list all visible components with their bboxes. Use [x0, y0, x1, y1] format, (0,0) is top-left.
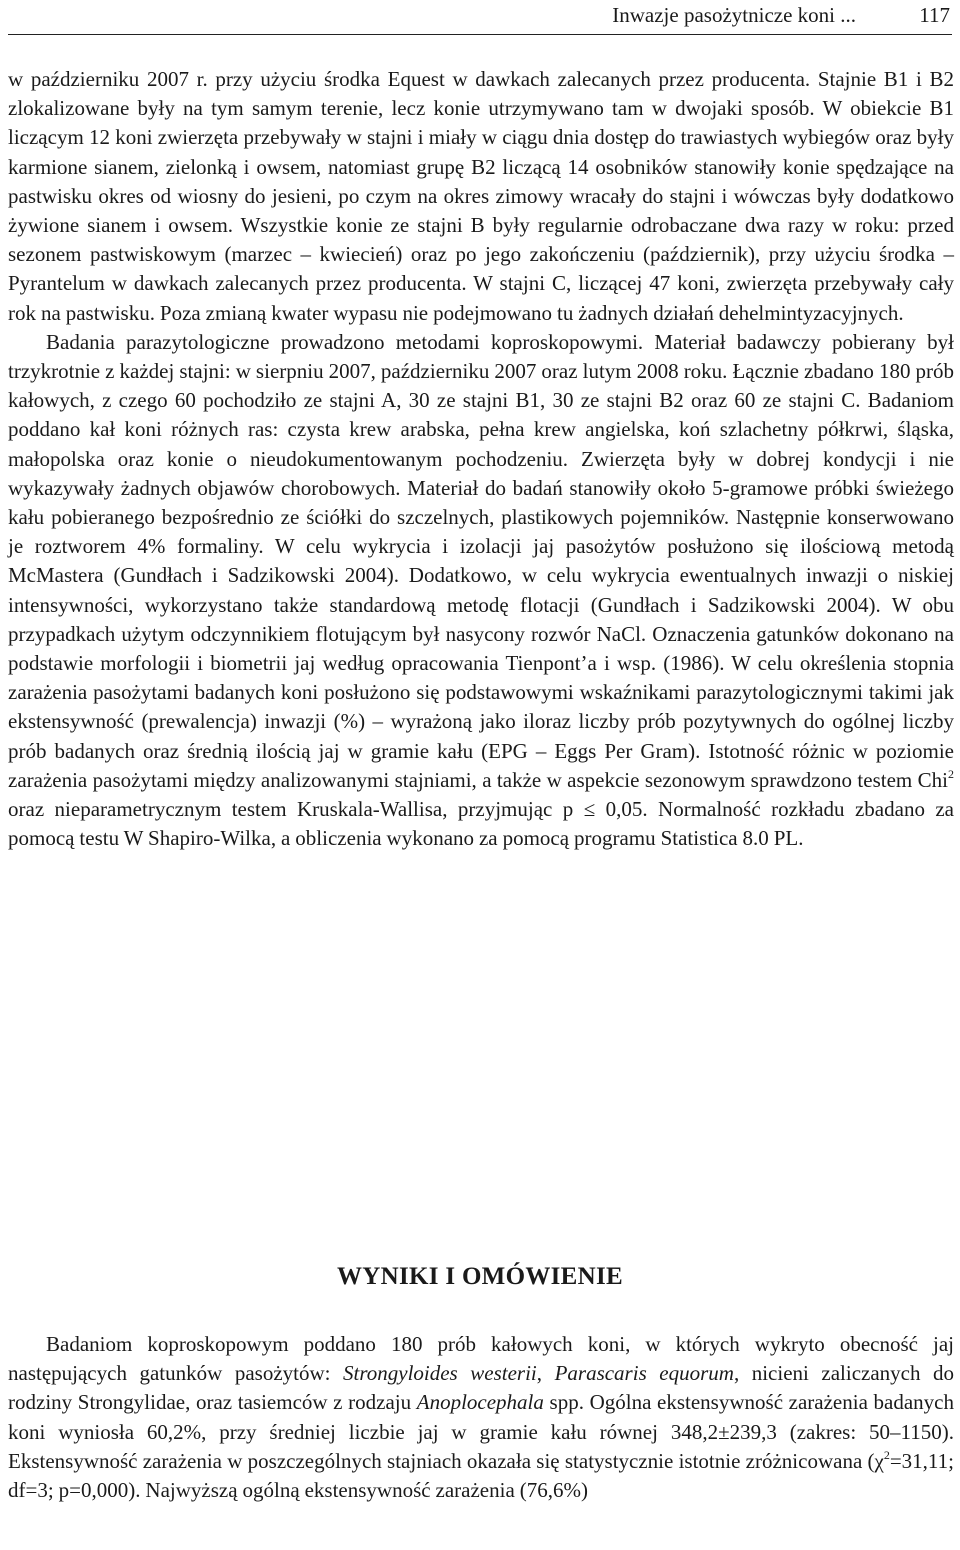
running-header [8, 0, 952, 35]
chi-square-superscript: 2 [948, 766, 954, 781]
running-title: Inwazje pasożytnicze koni ... [612, 3, 856, 27]
results-text-2: , [536, 1361, 555, 1386]
results-text-1: Badaniom koproskopowym poddano 180 prób kałowych koni, w których wykryto obecność jaj następujących gatunków pasożytów: [8, 1332, 954, 1386]
results-text-4: spp. Ogólna ekstensywność zarażenia badanych koni wyniosła 60,2%, przy średniej liczbie jaj w gramie kału równej 348,2±239,3 (zakres: 50–1150). Ekstensywność zarażenia w poszczególnych stajniach okazała się statystycznie istotnie zróżnicowana (χ [8, 1390, 954, 1473]
paragraph-housing [8, 65, 954, 328]
results-text-5: =31,11; df=3; p=0,000). Najwyższą ogólną ekstensywność zarażenia (76,6%) [8, 1448, 954, 1503]
species-name: Parascaris equorum [554, 1361, 734, 1386]
methods-text [8, 65, 954, 853]
chi-square-superscript: 2 [883, 1447, 890, 1462]
paragraph-methods-text-end: oraz nieparametrycznym testem Kruskala-Wallisa, przyjmując p ≤ 0,05. Normalność rozkładu zbadano za pomocą testu W Shapiro-Wilka, a obliczenia wykonano za pomocą programu Statistica 8.0 PL. [8, 797, 954, 851]
results-text-3: , nicieni zaliczanych do rodziny Strongylidae, oraz tasiemców z rodzaju [8, 1361, 955, 1415]
paragraph-methods [8, 328, 954, 854]
paragraph-housing-text: w październiku 2007 r. przy użyciu środka Equest w dawkach zalecanych przez producenta. Stajnie B1 i B2 zlokalizowane były na tym samym terenie, lecz konie utrzymywano tam w dwojaki sposób. W obiekcie B1 liczącym 12 koni zwierzęta przebywały w stajni i miały w ciągu dnia dostęp do trawiastych wybiegów oraz były karmione sianem, zielonką i owsem, natomiast grupę B2 liczącą 14 osobników stanowiły konie spędzające na pastwisku okres od wiosny do jesieni, po czym na okres zimowy wracały do stajni i wówczas były dodatkowo żywione sianem i owsem. Wszystkie konie ze stajni B były regularnie odrobaczane dwa razy w roku: przed sezonem pastwiskowym (marzec – kwiecień) oraz po jego zakończeniu (październik), przy użyciu środka – Pyrantelum w dawkach zalecanych przez producenta. W stajni C, liczącej 47 koni, zwierzęta przebywały cały rok na pastwisku. Poza zmianą kwater wypasu nie podejmowano tu żadnych działań dehelmintyzacyjnych. [8, 67, 954, 325]
paragraph-results [8, 1330, 954, 1505]
page-number: 117 [919, 3, 950, 27]
paragraph-methods-text: Badania parazytologiczne prowadzono metodami koproskopowymi. Materiał badawczy pobierany był trzykrotnie z każdej stajni: w sierpniu 2007, październiku 2007 oraz lutym 2008 roku. Łącznie zbadano 180 prób kałowych, z czego 60 pochodziło ze stajni A, 30 ze stajni B1, 30 ze stajni B2 oraz 60 ze stajni C. Badaniom poddano kał koni różnych ras: czysta krew arabska, pełna krew angielska, koń szlachetny półkrwi, śląska, małopolska oraz konie o nieudokumentowanym pochodzeniu. Zwierzęta były w dobrej kondycji i nie wykazywały żadnych objawów chorobowych. Materiał do badań stanowiły około 5-gramowe próbki świeżego kału pobieranego bezpośrednio ze ściółki do szczelnych, plastikowych pojemników. Następnie konserwowano je roztworem 4% formaliny. W celu wykrycia i izolacji jaj pasożytów posłużono się ilościową metodą McMastera (Gundłach i Sadzikowski 2004). Dodatkowo, w celu wykrycia ewentualnych inwazji o niskiej intensywności, wykorzystano także standardową metodę flotacji (Gundłach i Sadzikowski 2004). W obu przypadkach użytym odczynnikiem flotującym był nasycony rozwór NaCl. Oznaczenia gatunków dokonano na podstawie morfologii i biometrii jaj według opracowania Tienpont’a i wsp. (1986). W celu określenia stopnia zarażenia pasożytami badanych koni posłużono się podstawowymi wskaźnikami parazytologicznymi takimi jak ekstensywność (prewalencja) inwazji (%) – wyrażoną jako iloraz liczby prób pozytywnych do ogólnej liczby prób badanych oraz średnią ilością jaj w gramie kału (EPG – Eggs Per Gram). Istotność różnic w poziomie zarażenia pasożytami między analizowanymi stajniami, a także w aspekcie sezonowym sprawdzono testem Chi [8, 329, 954, 792]
species-name: Strongyloides westerii [343, 1361, 537, 1386]
section-heading: WYNIKI I OMÓWIENIE [337, 1263, 623, 1290]
genus-name: Anoplocephala [416, 1390, 544, 1415]
results-text [8, 1330, 954, 1505]
